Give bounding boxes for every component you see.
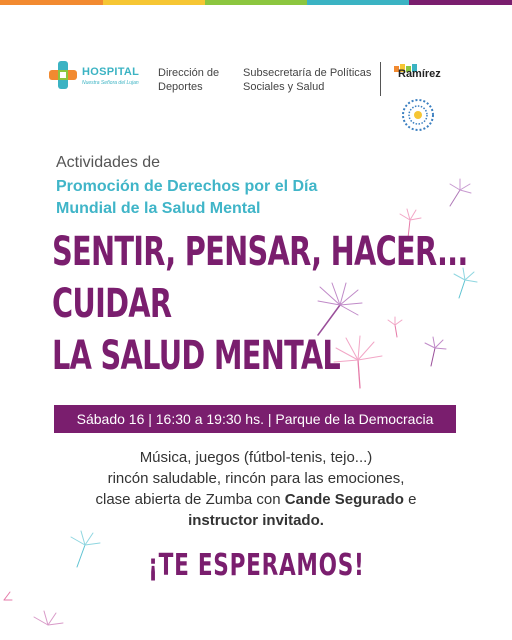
stripe-purple: [409, 0, 512, 5]
title-line-1: SENTIR, PENSAR, HACER...: [52, 229, 468, 275]
cta-text: ¡TE ESPERAMOS!: [147, 548, 365, 583]
intro-text: Actividades de: [56, 154, 161, 171]
desc-line-3-post: e: [403, 491, 417, 508]
municipio-logo: Ramírez: [398, 68, 441, 80]
desc-line-1: Música, juegos (fútbol-tenis, tejo...): [139, 449, 373, 466]
stripe-yellow: [103, 0, 205, 5]
hospital-subtitle: Nuestra Señora del Lujan: [82, 80, 139, 86]
main-title: [52, 226, 468, 382]
hospital-name: HOSPITAL: [82, 66, 140, 78]
seal-icon: [401, 98, 435, 132]
dandelion-bottom-left: [34, 611, 63, 625]
instructor-name: Cande Segurado: [284, 491, 404, 508]
stripe-orange: [0, 0, 103, 5]
guest-instructor: instructor invitado.: [188, 512, 324, 529]
dandelion-lilac: [450, 179, 471, 206]
promo-heading: Promoción de Derechos por el Día Mundial de la Salud Mental: [56, 178, 318, 217]
stripe-green: [205, 0, 307, 5]
subsecretaria: Subsecretaría de Políticas Sociales y Salud: [243, 67, 372, 93]
title-line-3: LA SALUD MENTAL: [52, 333, 341, 379]
hospital-cross-icon: [48, 60, 78, 90]
direccion-deportes: Dirección de Deportes: [158, 67, 220, 93]
dandelion-edge-left: [4, 592, 12, 600]
event-description: [40, 447, 472, 531]
call-to-action: [0, 548, 512, 583]
logo-divider: [380, 62, 381, 96]
event-banner: Sábado 16 | 16:30 a 19:30 hs. | Parque de la Democracia: [54, 405, 456, 433]
desc-line-4: [40, 510, 472, 531]
desc-line-3: [40, 489, 472, 510]
desc-line-2: rincón saludable, rincón para las emociones,: [107, 470, 405, 487]
logos-header: [48, 58, 478, 138]
title-line-2: CUIDAR: [52, 281, 172, 327]
desc-line-3-pre: clase abierta de Zumba con: [95, 491, 285, 508]
stripe-teal: [307, 0, 409, 5]
